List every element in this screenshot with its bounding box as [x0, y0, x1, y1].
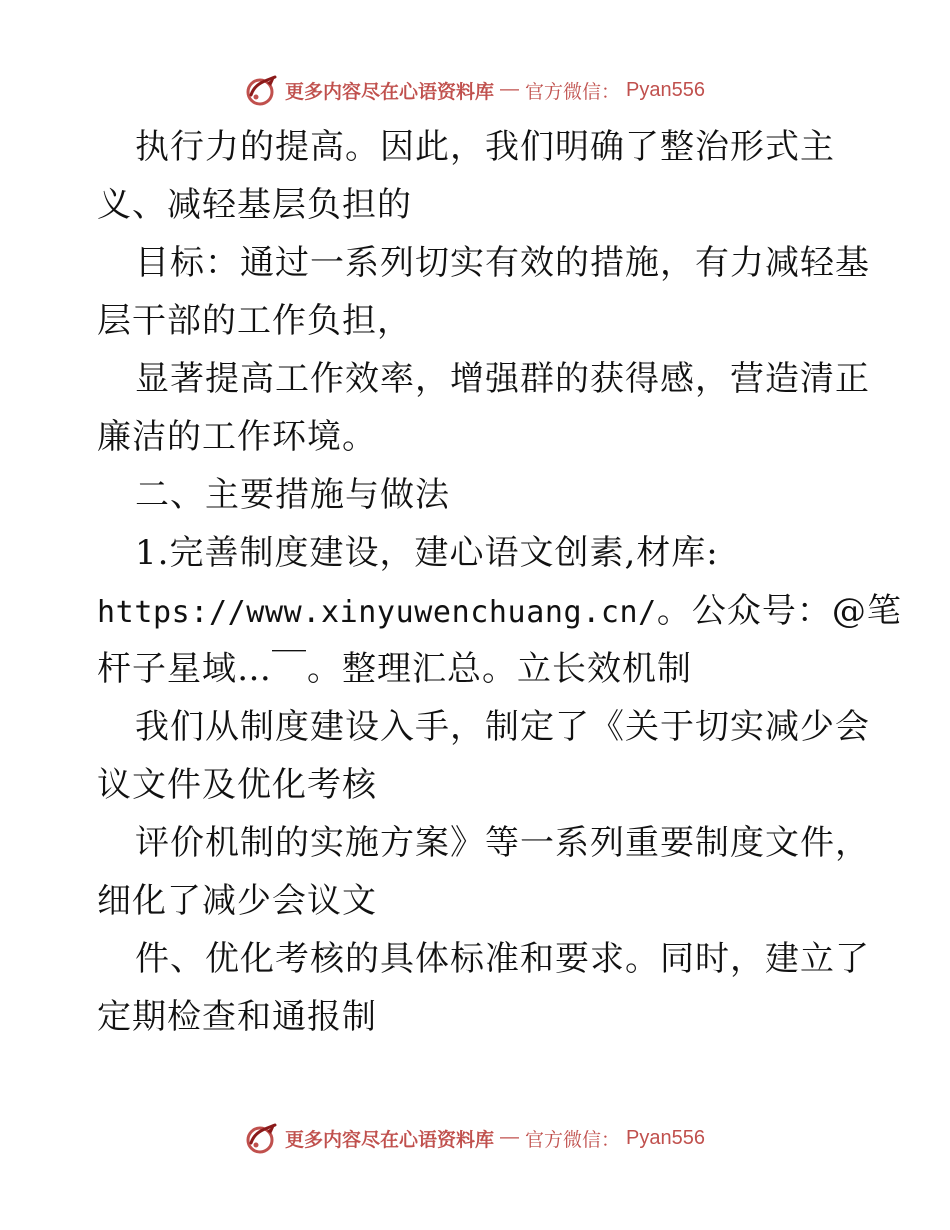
brush-pen-logo-icon	[245, 1121, 279, 1155]
watermark-dash: —	[500, 1127, 520, 1148]
document-line: 评价机制的实施方案》等一系列重要制度文件，	[135, 823, 870, 863]
url-text: https://www.xinyuwenchuang.cn/	[97, 595, 657, 630]
document-line: 执行力的提高。因此，我们明确了整治形式主	[135, 127, 835, 167]
watermark-wechat-label: 官方微信：	[525, 80, 621, 103]
document-line: 廉洁的工作环境。	[97, 417, 377, 457]
document-line: 目标：通过一系列切实有效的措施，有力减轻基	[135, 243, 870, 283]
document-line: 细化了减少会议文	[97, 881, 377, 921]
document-line: 定期检查和通报制	[97, 997, 377, 1037]
watermark-wechat-id: Pyan556	[626, 78, 705, 101]
document-line: 义、减轻基层负担的	[97, 185, 412, 225]
document-body	[97, 118, 902, 1046]
watermark-wechat-id: Pyan556	[626, 1126, 705, 1149]
watermark-brand-text: 更多内容尽在心语资料库	[285, 80, 495, 103]
document-line: 二、主要措施与做法	[135, 475, 450, 515]
document-line: 议文件及优化考核	[97, 765, 377, 805]
document-line: 我们从制度建设入手，制定了《关于切实减少会	[135, 707, 870, 747]
watermark-wechat-label: 官方微信：	[525, 1128, 621, 1151]
document-line	[97, 582, 902, 640]
watermark-dash: —	[500, 79, 520, 100]
document-line: 显著提高工作效率，增强群的获得感，营造清正	[135, 359, 870, 399]
line-rest-text: 。公众号：@笔	[656, 591, 902, 631]
document-line: 杆子星域…￣。整理汇总。立长效机制	[97, 649, 692, 689]
footer-watermark	[0, 1118, 950, 1158]
document-line: 件、优化考核的具体标准和要求。同时，建立了	[135, 939, 870, 979]
document-line: 1.完善制度建设，建心语文创素,材库:	[135, 533, 719, 573]
header-watermark	[0, 70, 950, 110]
document-line: 层干部的工作负担，	[97, 301, 412, 341]
brush-pen-logo-icon	[245, 73, 279, 107]
watermark-brand-text: 更多内容尽在心语资料库	[285, 1128, 495, 1151]
